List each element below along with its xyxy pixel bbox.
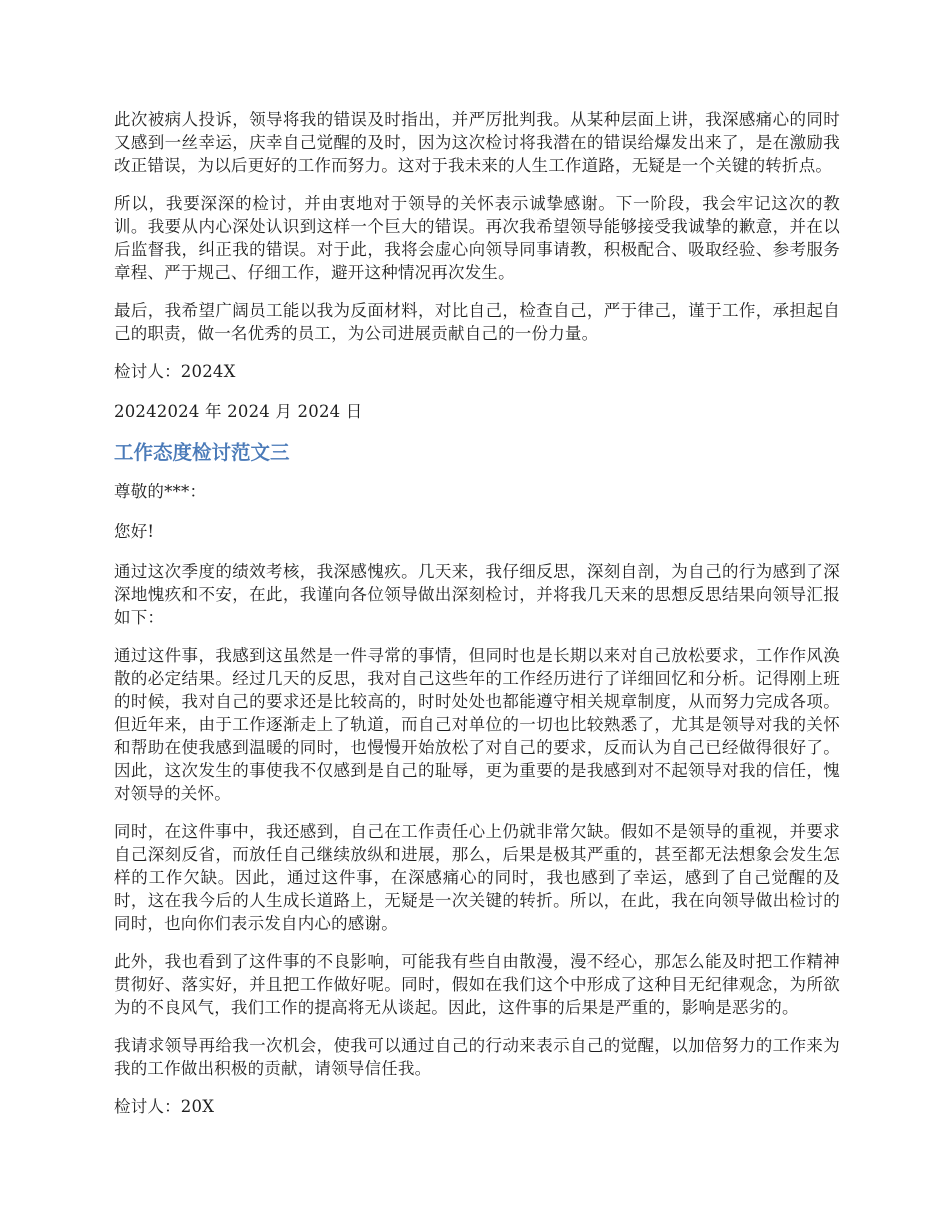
greeting: 您好! [114,522,155,541]
body-paragraph: 此次被病人投诉，领导将我的错误及时指出，并严厉批判我。从某种层面上讲，我深感痛心的同时又感到一丝幸运，庆幸自己觉醒的及时，因为这次检讨将我潜在的错误给爆发出来了，是在激励我改正错误，为以后更好的工作而努力。这对于我未来的人生工作道路，无疑是一个关键的转折点。 [114,110,840,175]
signature-line: 检讨人：20X [114,1097,215,1116]
salutation: 尊敬的***： [114,482,207,501]
body-paragraph: 同时，在这件事中，我还感到，自己在工作责任心上仍就非常欠缺。假如不是领导的重视，并要求自己深刻反省，而放任自己继续放纵和进展，那么，后果是极其严重的，甚至都无法想象会发生怎样的工作欠缺。因此，通过这件事，在深感痛心的同时，我也感到了幸运，感到了自己觉醒的及时，这在我今后的人生成长道路上，无疑是一次关键的转折。所以，在此，我在向领导做出检讨的同时，也向你们表示发自内心的感谢。 [114,822,840,933]
body-paragraph: 通过这件事，我感到这虽然是一件寻常的事情，但同时也是长期以来对自己放松要求，工作作风涣散的必定结果。经过几天的反思，我对自己这些年的工作经历进行了详细回忆和分析。记得刚上班的时候，我对自己的要求还是比较高的，时时处处也都能遵守相关规章制度，从而努力完成各项。但近年来，由于工作逐渐走上了轨道，而自己对单位的一切也比较熟悉了，尤其是领导对我的关怀和帮助在使我感到温暖的同时，也慢慢开始放松了对自己的要求，反而认为自己已经做得很好了。因此，这次发生的事使我不仅感到是自己的耻辱，更为重要的是我感到对不起领导对我的信任，愧对领导的关怀。 [114,646,840,803]
body-paragraph: 此外，我也看到了这件事的不良影响，可能我有些自由散漫，漫不经心，那怎么能及时把工作精神贯彻好、落实好，并且把工作做好呢。同时，假如在我们这个中形成了这种目无纪律观念，为所欲为的不良风气，我们工作的提高将无从谈起。因此，这件事的后果是严重的，影响是恶劣的。 [114,952,840,1017]
document-page [114,108,840,1135]
body-paragraph: 所以，我要深深的检讨，并由衷地对于领导的关怀表示诚挚感谢。下一阶段，我会牢记这次的教训。我要从内心深处认识到这样一个巨大的错误。再次我希望领导能够接受我诚挚的歉意，并在以后监督我，纠正我的错误。对于此，我将会虚心向领导同事请教，积极配合、吸取经验、参考服务章程、严于规己、仔细工作，避开这种情况再次发生。 [114,194,840,282]
body-paragraph: 最后，我希望广阔员工能以我为反面材料，对比自己，检查自己，严于律己，谨于工作，承担起自己的职责，做一名优秀的员工，为公司进展贡献自己的一份力量。 [114,301,840,343]
date-line: 20242024 年 2024 月 2024 日 [114,402,363,421]
section-heading: 工作态度检讨范文三 [114,441,290,464]
body-paragraph: 我请求领导再给我一次机会，使我可以通过自己的行动来表示自己的觉醒，以加倍努力的工作来为我的工作做出积极的贡献，请领导信任我。 [114,1036,840,1078]
signature-line: 检讨人：2024X [114,362,236,381]
body-paragraph: 通过这次季度的绩效考核，我深感愧疚。几天来，我仔细反思，深刻自剖，为自己的行为感到了深深地愧疚和不安，在此，我谨向各位领导做出深刻检讨，并将我几天来的思想反思结果向领导汇报如下： [114,562,840,627]
